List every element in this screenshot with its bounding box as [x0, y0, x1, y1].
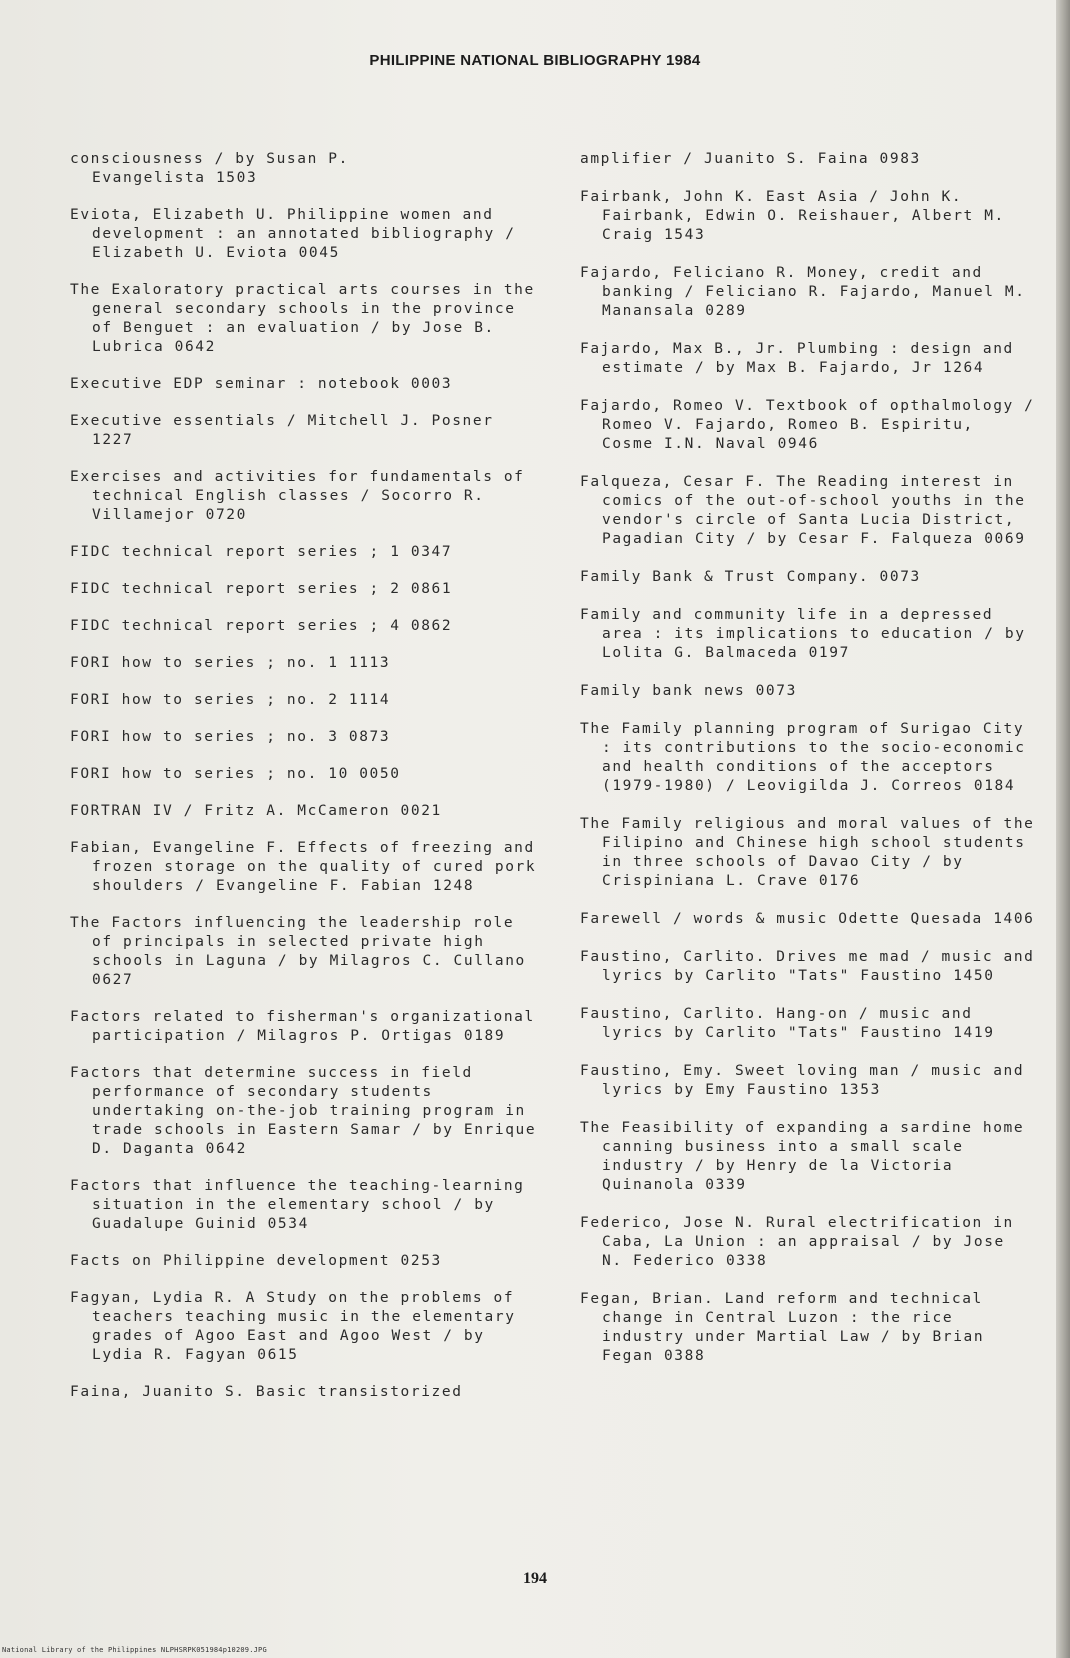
- bibliography-entry: Faina, Juanito S. Basic transistorized: [70, 1384, 463, 1400]
- bibliography-entry: Falqueza, Cesar F. The Reading interest in comics of the out-of-school youths in the vendor's circle of Santa Lucia District, Pagadian City / by Cesar F. Falqueza 0069: [580, 474, 1026, 547]
- bibliography-entry: FORI how to series ; no. 10 0050: [70, 766, 401, 782]
- bibliography-entry: Fajardo, Max B., Jr. Plumbing : design and estimate / by Max B. Fajardo, Jr 1264: [580, 341, 1014, 376]
- bibliography-entry: Facts on Philippine development 0253: [70, 1253, 442, 1269]
- bibliography-entry: Faustino, Carlito. Drives me mad / music and lyrics by Carlito "Tats" Faustino 1450: [580, 949, 1035, 984]
- bibliography-entry: The Feasibility of expanding a sardine home canning business into a small scale industry / by Henry de la Victoria Quinanola 0339: [580, 1120, 1025, 1193]
- bibliography-entry: Family bank news 0073: [580, 683, 797, 699]
- bibliography-entry: amplifier / Juanito S. Faina 0983: [580, 151, 921, 167]
- bibliography-entry: The Family religious and moral values of the Filipino and Chinese high school students in three schools of Davao City / by Crispiniana L. Crave 0176: [580, 816, 1035, 889]
- bibliography-entry: Federico, Jose N. Rural electrification in Caba, La Union : an appraisal / by Jose N. Federico 0338: [580, 1215, 1014, 1269]
- bibliography-entry: Fabian, Evangeline F. Effects of freezing and frozen storage on the quality of cured pork shoulders / Evangeline F. Fabian 1248: [70, 840, 537, 894]
- bibliography-entry: Eviota, Elizabeth U. Philippine women and development : an annotated bibliography / Elizabeth U. Eviota 0045: [70, 207, 516, 261]
- bibliography-entry: FORI how to series ; no. 2 1114: [70, 692, 391, 708]
- bibliography-entry: Fairbank, John K. East Asia / John K. Fairbank, Edwin O. Reishauer, Albert M. Craig 1543: [580, 189, 1005, 243]
- bibliography-entry: consciousness / by Susan P. Evangelista 1503: [70, 151, 349, 186]
- bibliography-entry: Fegan, Brian. Land reform and technical change in Central Luzon : the rice industry under Martial Law / by Brian Fegan 0388: [580, 1291, 985, 1364]
- left-column: [70, 150, 540, 1420]
- page-number: 194: [523, 1570, 547, 1587]
- bibliography-entry: FORI how to series ; no. 3 0873: [70, 729, 391, 745]
- bibliography-entry: Fagyan, Lydia R. A Study on the problems of teachers teaching music in the elementary grades of Agoo East and Agoo West / by Lydia R. Fagyan 0615: [70, 1290, 516, 1363]
- bibliography-entry: The Exaloratory practical arts courses in the general secondary schools in the province of Benguet : an evaluation / by Jose B. Lubrica 0642: [70, 282, 535, 355]
- page-header: PHILIPPINE NATIONAL BIBLIOGRAPHY 1984: [369, 52, 701, 69]
- bibliography-entry: FIDC technical report series ; 4 0862: [70, 618, 453, 634]
- bibliography-entry: Fajardo, Feliciano R. Money, credit and banking / Feliciano R. Fajardo, Manuel M. Manansala 0289: [580, 265, 1026, 319]
- bibliography-entry: Fajardo, Romeo V. Textbook of opthalmology / Romeo V. Fajardo, Romeo B. Espiritu, Cosme I.N. Naval 0946: [580, 398, 1035, 452]
- page-edge-shadow: [1056, 0, 1070, 1658]
- bibliography-entry: Faustino, Emy. Sweet loving man / music and lyrics by Emy Faustino 1353: [580, 1063, 1025, 1098]
- bibliography-entry: Factors related to fisherman's organizational participation / Milagros P. Ortigas 0189: [70, 1009, 535, 1044]
- bibliography-entry: FORTRAN IV / Fritz A. McCameron 0021: [70, 803, 442, 819]
- bibliography-entry: Exercises and activities for fundamentals of technical English classes / Socorro R. Villamejor 0720: [70, 469, 525, 523]
- bibliography-entry: Family Bank & Trust Company. 0073: [580, 569, 921, 585]
- scan-footer-caption: National Library of the Philippines NLPHSRPK051984p10209.JPG: [2, 1646, 267, 1654]
- bibliography-entry: Executive essentials / Mitchell J. Posner 1227: [70, 413, 494, 448]
- bibliography-entry: Family and community life in a depressed area : its implications to education / by Lolita G. Balmaceda 0197: [580, 607, 1026, 661]
- bibliography-entry: FIDC technical report series ; 2 0861: [70, 581, 453, 597]
- bibliography-entry: FIDC technical report series ; 1 0347: [70, 544, 453, 560]
- bibliography-entry: Faustino, Carlito. Hang-on / music and lyrics by Carlito "Tats" Faustino 1419: [580, 1006, 995, 1041]
- bibliography-entry: Executive EDP seminar : notebook 0003: [70, 376, 453, 392]
- bibliography-entry: The Family planning program of Surigao City : its contributions to the socio-economic and health conditions of the acceptors (1979-1980) / Leovigilda J. Correos 0184: [580, 721, 1026, 794]
- bibliography-entry: Factors that influence the teaching-learning situation in the elementary school / by Guadalupe Guinid 0534: [70, 1178, 525, 1232]
- bibliography-entry: The Factors influencing the leadership role of principals in selected private high schools in Laguna / by Milagros C. Cullano 0627: [70, 915, 526, 988]
- bibliography-entry: FORI how to series ; no. 1 1113: [70, 655, 391, 671]
- bibliography-entry: Farewell / words & music Odette Quesada 1406: [580, 911, 1035, 927]
- right-column: [580, 150, 1035, 1385]
- bibliography-entry: Factors that determine success in field performance of secondary students undertaking on-the-job training program in trade schools in Eastern Samar / by Enrique D. Daganta 0642: [70, 1065, 537, 1157]
